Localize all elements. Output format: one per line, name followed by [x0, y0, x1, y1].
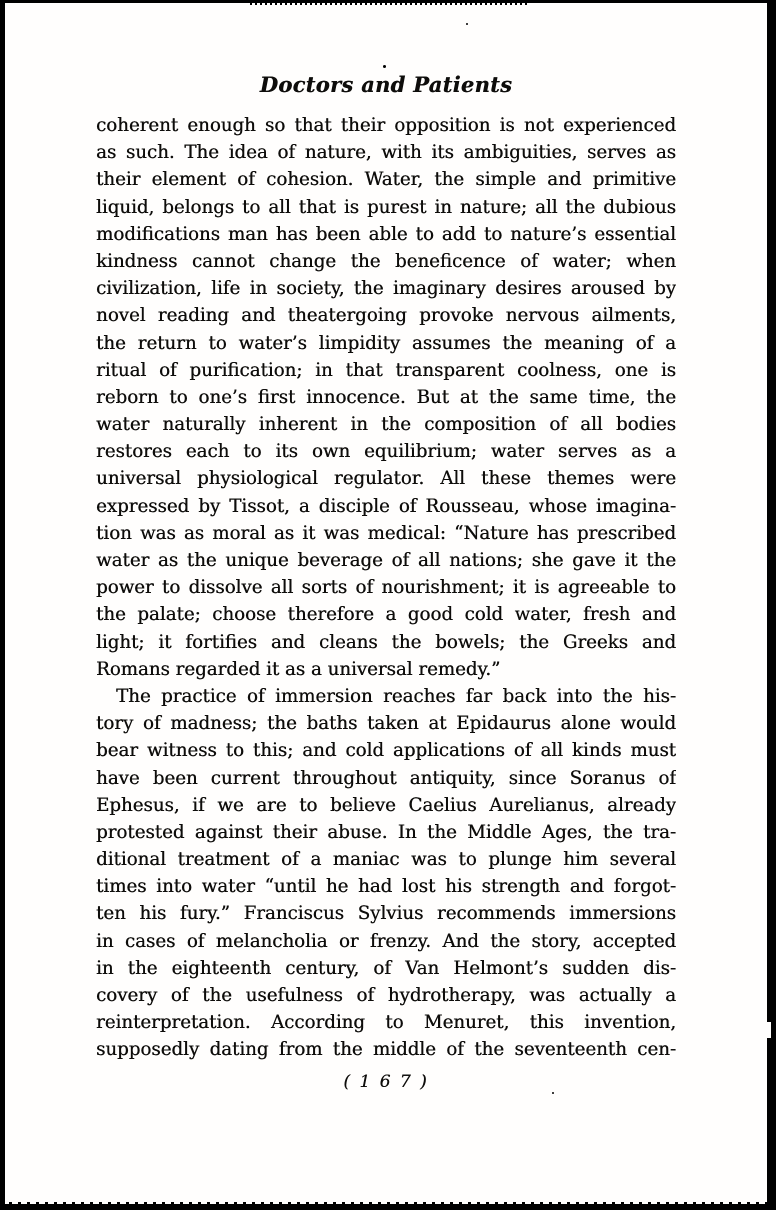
- text-line: universal physiological regulator. All these themes were: [96, 468, 676, 490]
- scan-frame-left: [0, 0, 5, 1210]
- scan-speck: [383, 65, 386, 68]
- text-line: covery of the usefulness of hydrotherapy, was actually a: [96, 985, 676, 1006]
- page-number: ( 1 6 7 ): [343, 1072, 429, 1092]
- text-line: ten his fury.” Franciscus Sylvius recommends immersions: [96, 903, 676, 925]
- text-line: Romans regarded it as a universal remedy.”: [96, 658, 501, 680]
- text-line: modifications man has been able to add to nature’s essential: [96, 223, 676, 245]
- paragraph: [96, 112, 676, 683]
- scan-speck: [466, 23, 468, 25]
- text-line: have been current throughout antiquity, since Soranus of: [96, 767, 676, 789]
- scan-speck: [552, 1092, 554, 1094]
- text-line: light; it fortifies and cleans the bowels; the Greeks and: [96, 631, 676, 653]
- text-line: Ephesus, if we are to believe Caelius Aurelianus, already: [96, 794, 676, 816]
- text-line: in cases of melancholia or frenzy. And the story, accepted: [96, 930, 676, 952]
- text-line: reborn to one’s first innocence. But at the same time, the: [96, 386, 676, 408]
- text-line: water as the unique beverage of all nations; she gave it the: [96, 550, 676, 571]
- text-line: The practice of immersion reaches far back into the his-: [116, 685, 676, 707]
- text-line: bear witness to this; and cold applications of all kinds must: [96, 740, 676, 762]
- text-line: reinterpretation. According to Menuret, this invention,: [96, 1012, 676, 1034]
- scan-frame-bottom: [0, 1204, 776, 1210]
- text-line: restores each to its own equilibrium; water serves as a: [96, 441, 676, 463]
- text-line: water naturally inherent in the composition of all bodies: [96, 414, 676, 436]
- text-line: as such. The idea of nature, with its ambiguities, serves as: [96, 142, 676, 164]
- text-line: kindness cannot change the beneficence of water; when: [96, 250, 676, 272]
- text-line: the palate; choose therefore a good cold water, fresh and: [96, 604, 676, 626]
- text-line: their element of cohesion. Water, the simple and primitive: [96, 169, 676, 191]
- text-line: civilization, life in society, the imaginary desires aroused by: [96, 278, 676, 300]
- text-line: ditional treatment of a maniac was to plunge him several: [96, 849, 676, 871]
- text-line: supposedly dating from the middle of the seventeenth cen-: [96, 1039, 676, 1061]
- text-line: protested against their abuse. In the Middle Ages, the tra-: [96, 821, 676, 843]
- text-line: liquid, belongs to all that is purest in nature; all the dubious: [96, 196, 676, 218]
- scan-frame-top-fringe: [250, 3, 530, 5]
- text-line: times into water “until he had lost his strength and forgot-: [96, 876, 676, 898]
- running-head-title: Doctors and Patients: [259, 72, 513, 97]
- text-line: tory of madness; the baths taken at Epidaurus alone would: [96, 713, 676, 735]
- text-line: the return to water’s limpidity assumes the meaning of a: [96, 332, 676, 354]
- page-body: [96, 112, 676, 1064]
- text-line: in the eighteenth century, of Van Helmont’s sudden dis-: [96, 957, 676, 979]
- text-line: coherent enough so that their opposition is not experienced: [96, 115, 676, 136]
- scan-frame-right-notch: [767, 1022, 771, 1038]
- text-line: power to dissolve all sorts of nourishment; it is agreeable to: [96, 577, 676, 599]
- text-line: ritual of purification; in that transparent coolness, one is: [96, 359, 676, 381]
- paragraph: [96, 683, 676, 1064]
- text-line: expressed by Tissot, a disciple of Rousseau, whose imagina-: [96, 495, 676, 517]
- text-line: tion was as moral as it was medical: “Nature has prescribed: [96, 522, 676, 544]
- text-line: novel reading and theatergoing provoke nervous ailments,: [96, 305, 676, 327]
